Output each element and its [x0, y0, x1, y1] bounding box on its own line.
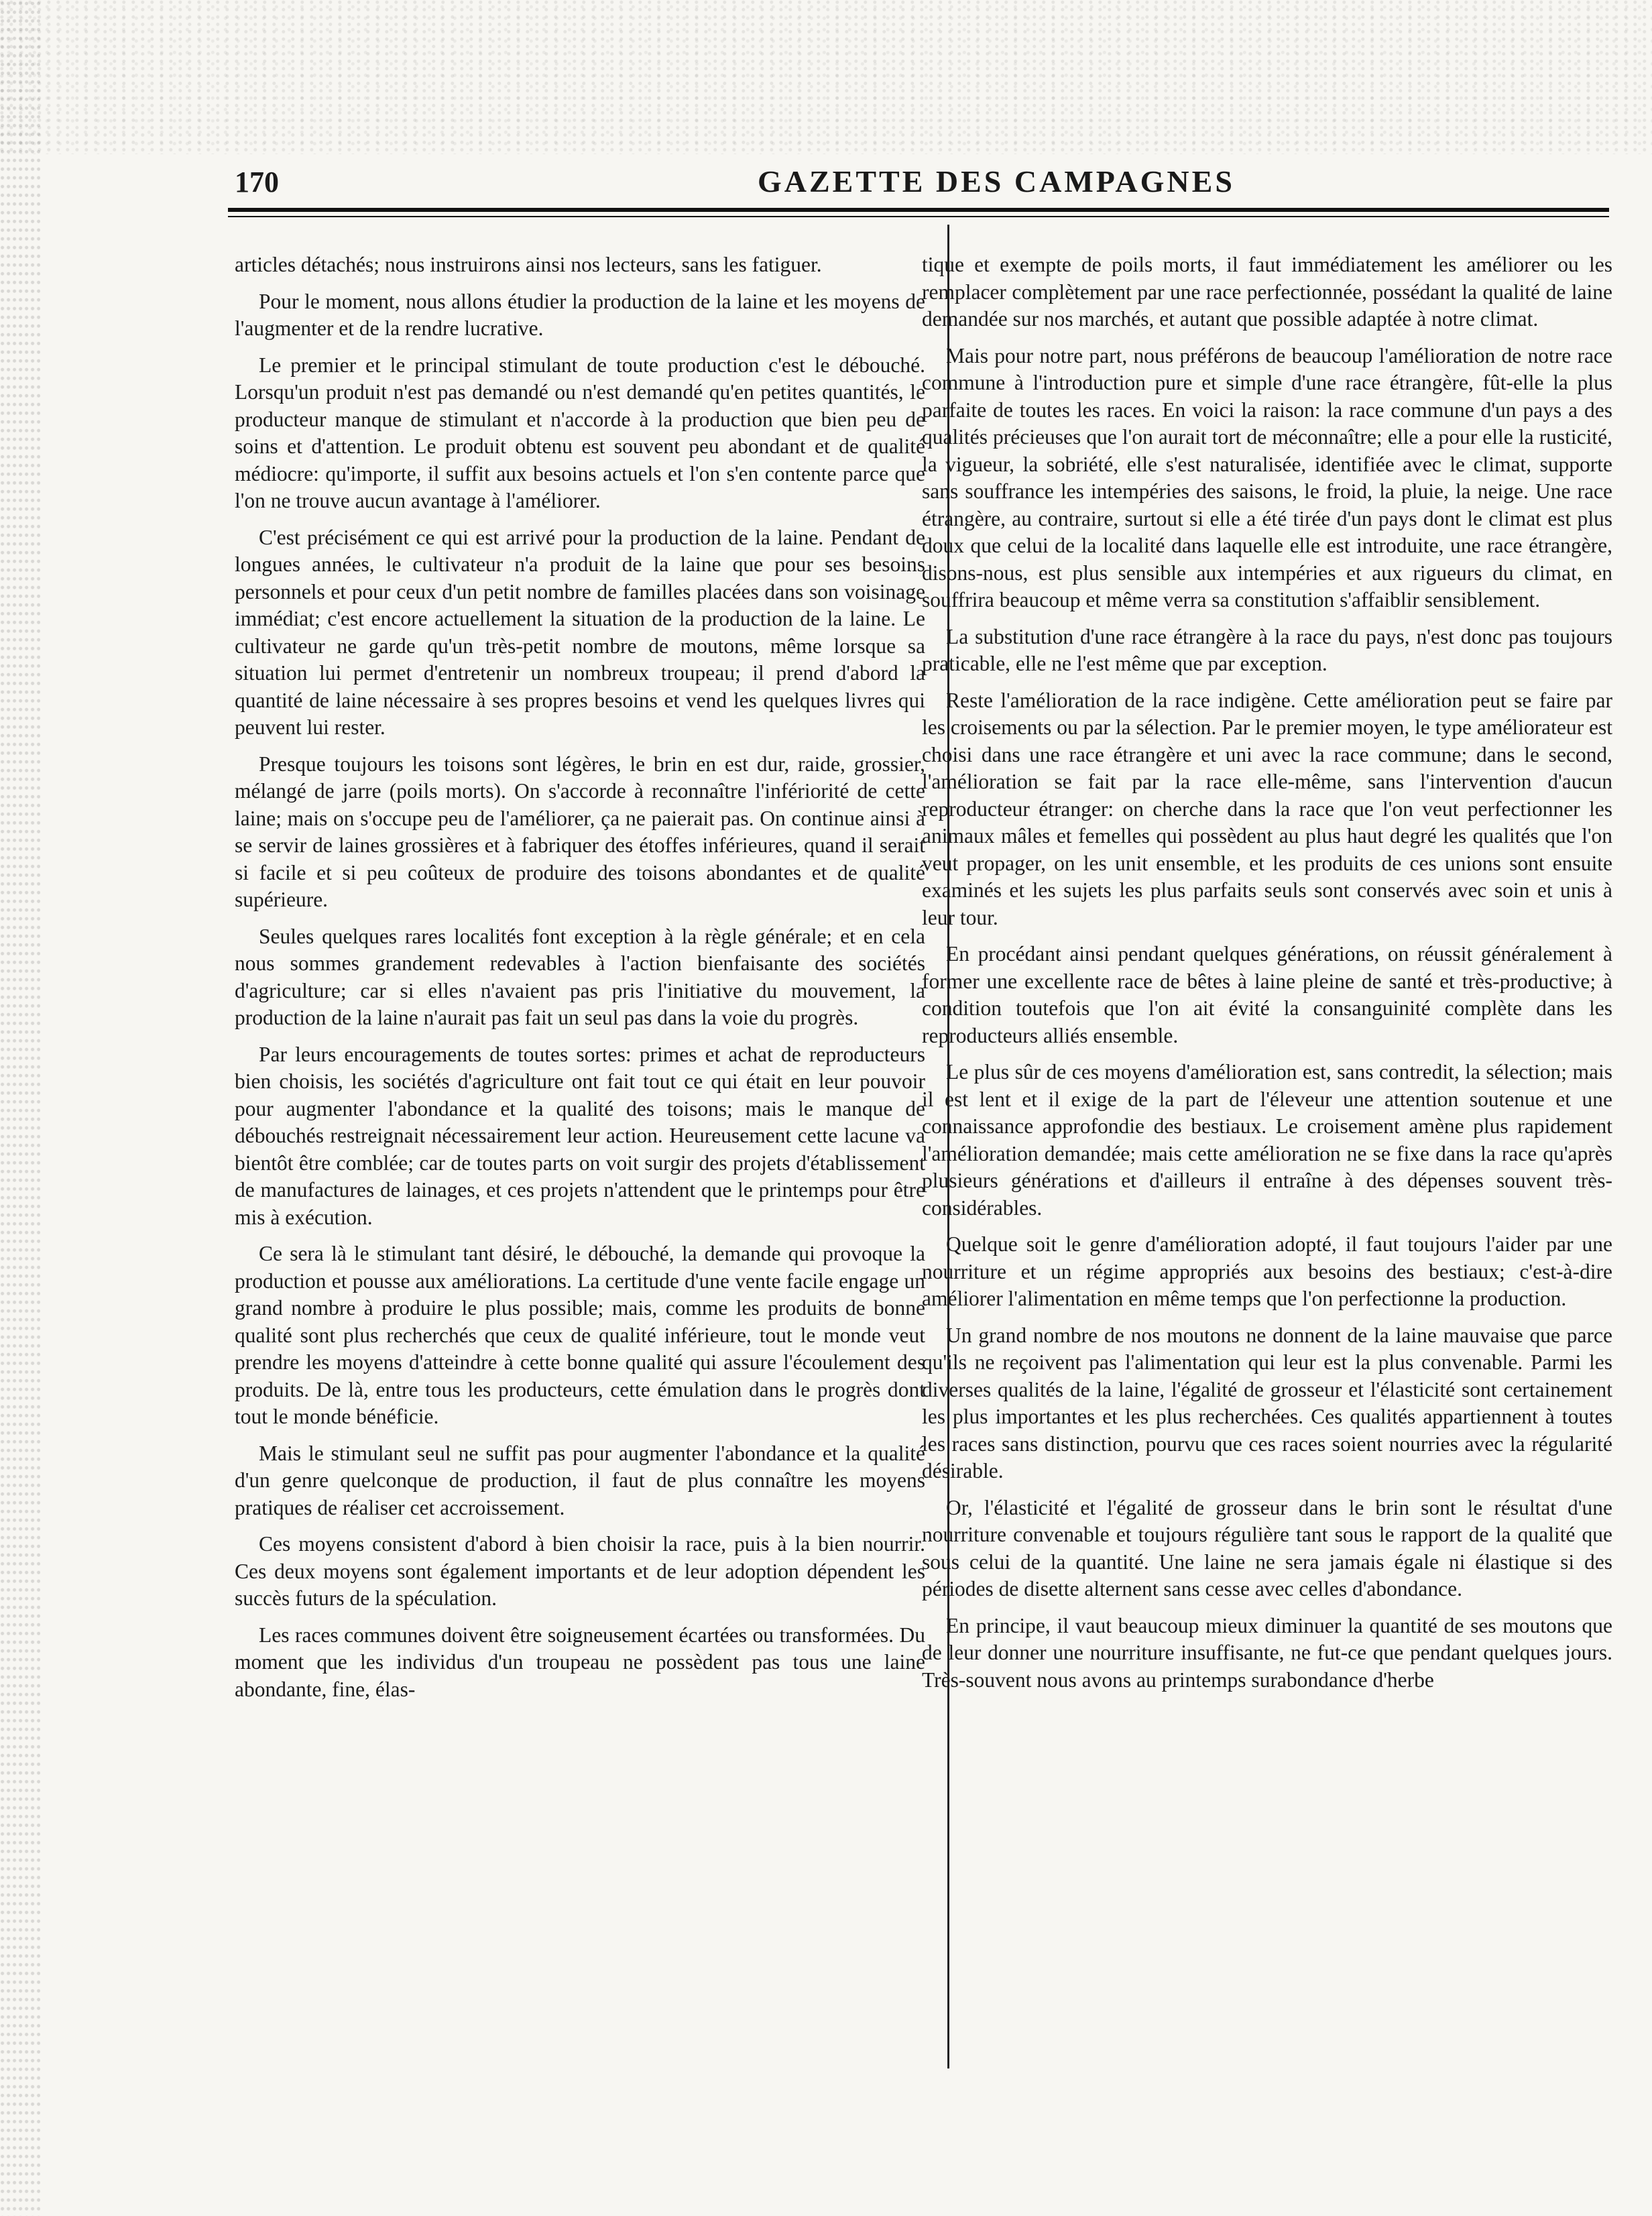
paragraph: articles détachés; nous instruirons ainsi nos lecteurs, sans les fatiguer.	[235, 253, 822, 276]
header-rule-thick	[228, 208, 1609, 212]
paragraph: Un grand nombre de nos moutons ne donnent de la laine mauvaise que parce qu'ils ne reçoivent pas l'alimentation qui leur est la plus convenable. Parmi les diverses qualités de la laine, l'égalité de grosseur et l'élasticité sont certainement les plus importantes et les plus recherchées. Ces qualités appartiennent à toutes les races sans distinction, pourvu que ces races soient nourries avec la régularité désirable.	[922, 1323, 1612, 1482]
paragraph: En principe, il vaut beaucoup mieux diminuer la quantité de ses moutons que de leur donner une nourriture insuffisante, ne fut-ce que pendant quelques jours. Très-souvent nous avons au printemps surabondance d'herbe	[922, 1613, 1612, 1692]
paragraph: Quelque soit le genre d'amélioration adopté, il faut toujours l'aider par une nourriture et un régime appropriés aux besoins des bestiaux; c'est-à-dire améliorer l'alimentation en même temps que l'on perfectionne la production.	[922, 1232, 1612, 1310]
paragraph: Reste l'amélioration de la race indigène. Cette amélioration peut se faire par les croisements ou par la sélection. Par le premier moyen, le type améliorateur est choisi dans une race étrangère et uni avec la race commune; dans le second, l'amélioration se fait par la race elle-même, sans l'intervention d'aucun reproducteur étranger: on cherche dans la race que l'on veut perfectionner les animaux mâles et femelles qui possèdent au plus haut degré les qualités que l'on veut propager, on les unit ensemble, et les produits de ces unions sont ensuite examinés et les sujets les plus parfaits seuls sont conservés avec soin et unis à leur tour.	[922, 688, 1612, 929]
paragraph: Ce sera là le stimulant tant désiré, le débouché, la demande qui provoque la production et pousse aux améliorations. La certitude d'une vente facile engage un grand nombre à produire le plus possible; mais, comme les produits de bonne qualité sont plus recherchés que ceux de qualité inférieure, tout le monde veut prendre les moyens d'atteindre à cette bonne qualité qui assure l'écoulement des produits. De là, entre tous les producteurs, cette émulation dans le progrès dont tout le monde bénéficie.	[235, 1242, 925, 1428]
paragraph: Pour le moment, nous allons étudier la production de la laine et les moyens de l'augmenter et de la rendre lucrative.	[235, 289, 925, 340]
paragraph: Presque toujours les toisons sont légères, le brin en est dur, raide, grossier, mélangé de jarre (poils morts). On s'accorde à reconnaître l'infériorité de cette laine; mais on s'occupe peu de l'améliorer, ça ne paierait pas. On continue ainsi à se servir de laines grossières et à fabriquer des étoffes inférieures, quand il serait si facile et si peu coûteux de produire des toisons abondantes et de qualité supérieure.	[235, 752, 925, 911]
page-number: 170	[235, 166, 279, 198]
paragraph: Or, l'élasticité et l'égalité de grosseur dans le brin sont le résultat d'une nourriture convenable et toujours régulière tant sous le rapport de la qualité que sous celui de la quantité. Une laine ne sera jamais égale ni élastique si des périodes de disette alternent sans cesse avec celles d'abondance.	[922, 1495, 1612, 1600]
masthead-title: GAZETTE DES CAMPAGNES	[758, 164, 1235, 198]
paragraph: Les races communes doivent être soigneusement écartées ou transformées. Du moment que les individus d'un troupeau ne possèdent pas tous une laine abondante, fine, élas-	[235, 1623, 925, 1701]
scan-noise-top	[0, 0, 1652, 154]
scan-noise-left	[0, 0, 40, 2216]
paragraph: En procédant ainsi pendant quelques générations, on réussit généralement à former une excellente race de bêtes à laine pleine de santé et très-productive; à condition toutefois que l'on ait évité la consanguinité complète dans les reproducteurs alliés ensemble.	[922, 942, 1612, 1047]
paragraph: Le plus sûr de ces moyens d'amélioration est, sans contredit, la sélection; mais il est lent et il exige de la part de l'éleveur une attention soutenue et une connaissance approfondie des bestiaux. Le croisement amène plus rapidement l'amélioration demandée; mais cette amélioration ne se fixe dans la race qu'après plusieurs générations et d'ailleurs il entraîne à des dépenses souvent très-considérables.	[922, 1060, 1612, 1220]
paragraph: Mais pour notre part, nous préférons de beaucoup l'amélioration de notre race commune à l'introduction pure et simple d'une race étrangère, fût-elle la plus parfaite de toutes les races. En voici la raison: la race commune d'un pays a des qualités précieuses que l'on aurait tort de méconnaître; elle a pour elle la rusticité, la vigueur, la sobriété, elle s'est naturalisée, identifiée avec le climat, supporte sans souffrance les intempéries des saisons, le froid, la pluie, la neige. Une race étrangère, au contraire, surtout si elle a été tirée d'un pays dont le climat est plus doux que celui de la localité dans laquelle elle est introduite, une race étrangère, disons-nous, est plus sensible aux intempéries et aux rigueurs du climat, en souffrira beaucoup et même verra sa constitution s'affaiblir sensiblement.	[922, 343, 1612, 611]
header-rule-thin	[228, 216, 1609, 217]
paragraph: Mais le stimulant seul ne suffit pas pour augmenter l'abondance et la qualité d'un genre quelconque de production, il faut de plus connaître les moyens pratiques de réaliser cet accroissement.	[235, 1441, 925, 1519]
page-header	[235, 161, 1609, 208]
right-column	[922, 251, 1612, 1703]
paragraph: Par leurs encouragements de toutes sortes: primes et achat de reproducteurs bien choisis, les sociétés d'agriculture ont fait tout ce qui était en leur pouvoir pour augmenter l'abondance et la qualité des toisons; mais le manque de débouchés restreignait nécessairement leur action. Heureusement cette lacune va bientôt être comblée; car de toutes parts on voit surgir des projets d'établissement de manufactures de lainages, et ces projets n'attendent que le printemps pour être mis à exécution.	[235, 1042, 925, 1229]
left-column	[235, 251, 925, 1712]
paragraph: Ces moyens consistent d'abord à bien choisir la race, puis à la bien nourrir. Ces deux moyens sont également importants et de leur adoption dépendent les succès futurs de la spéculation.	[235, 1532, 925, 1610]
paragraph: La substitution d'une race étrangère à la race du pays, n'est donc pas toujours praticable, elle ne l'est même que par exception.	[922, 624, 1612, 675]
paragraph: tique et exempte de poils morts, il faut immédiatement les améliorer ou les remplacer complètement par une race perfectionnée, possédant la qualité de laine demandée sur nos marchés, et autant que possible adaptée à notre climat.	[922, 253, 1612, 331]
paragraph: C'est précisément ce qui est arrivé pour la production de la laine. Pendant de longues années, le cultivateur n'a produit de la laine que pour ses besoins personnels et pour ceux d'un petit nombre de familles placées dans son voisinage immédiat; c'est encore actuellement la situation de la production de la laine. Le cultivateur ne garde qu'un très-petit nombre de moutons, même lorsque sa situation lui permet d'entretenir un nombreux troupeau; il prend d'abord la quantité de laine nécessaire à ses propres besoins et vend les quelques livres qui peuvent lui rester.	[235, 525, 925, 739]
paragraph: Le premier et le principal stimulant de toute production c'est le débouché. Lorsqu'un produit n'est pas demandé ou n'est demandé qu'en petites quantités, le producteur manque de stimulant et n'accorde à la production que bien peu de soins et d'attention. Le produit obtenu est souvent peu abondant et de qualité médiocre: qu'importe, il suffit aux besoins actuels et l'on s'en contente parce que l'on ne trouve aucun avantage à l'améliorer.	[235, 353, 925, 512]
paragraph: Seules quelques rares localités font exception à la règle générale; et en cela nous sommes grandement redevables à l'action bienfaisante des sociétés d'agriculture; car si elles n'avaient pas pris l'initiative du mouvement, la production de la laine n'aurait pas fait un seul pas dans la voie du progrès.	[235, 924, 925, 1029]
